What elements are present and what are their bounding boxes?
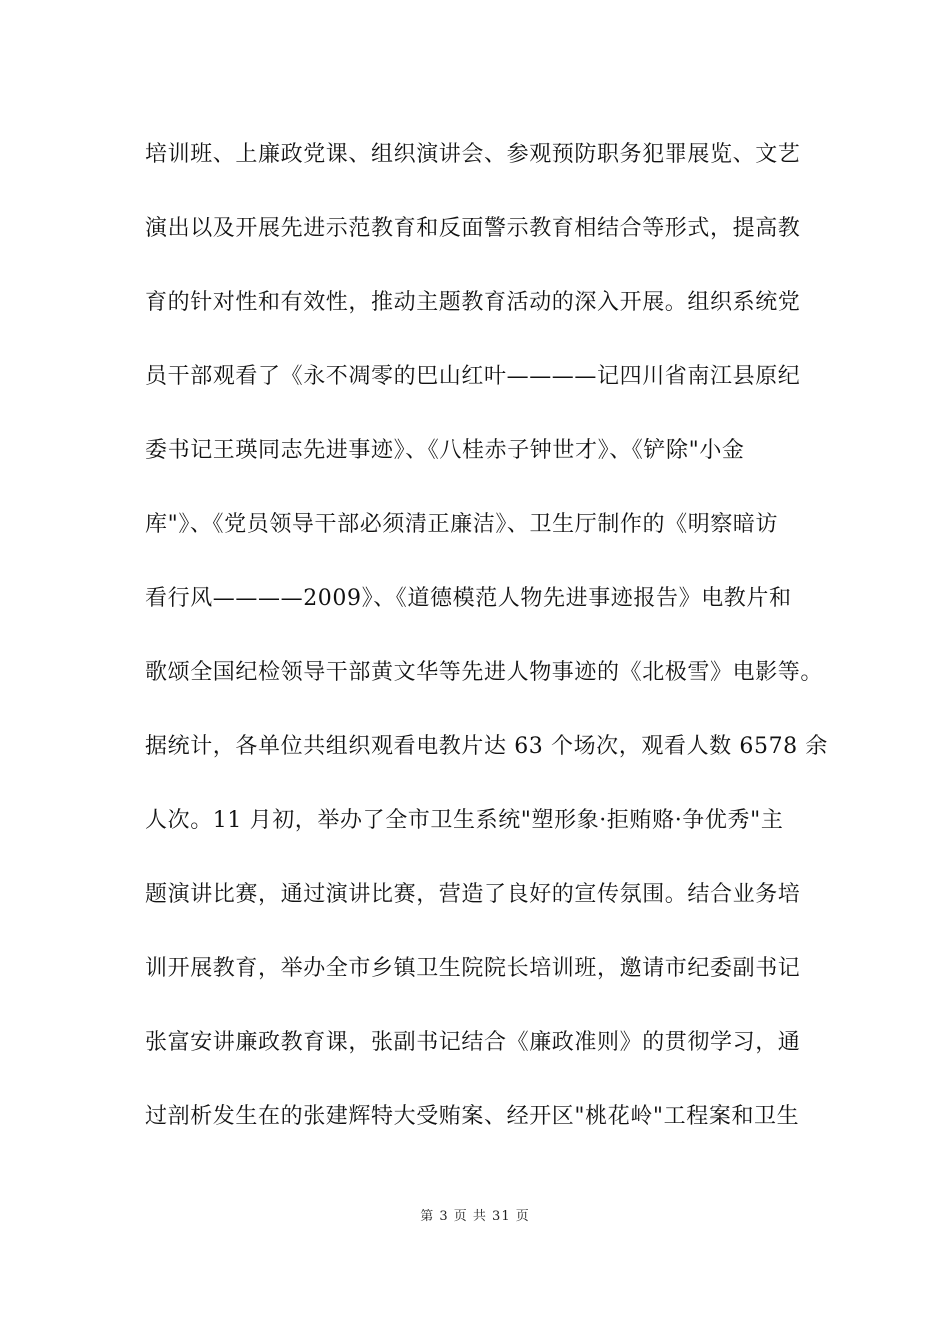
text-line: 库"》、《党员领导干部必须清正廉洁》、卫生厅制作的《明察暗访 xyxy=(145,512,779,537)
page-number-footer: 第 3 页 共 31 页 xyxy=(420,1209,530,1224)
text-line: 据统计，各单位共组织观看电教片达 63 个场次，观看人数 6578 余 xyxy=(145,734,828,759)
body-text xyxy=(145,136,828,1172)
text-line: 委书记王瑛同志先进事迹》、《八桂赤子钟世才》、《铲除"小金 xyxy=(145,438,745,463)
text-line: 过剖析发生在的张建辉特大受贿案、经开区"桃花岭"工程案和卫生 xyxy=(145,1104,800,1129)
text-line: 训开展教育，举办全市乡镇卫生院院长培训班，邀请市纪委副书记 xyxy=(145,956,801,981)
text-line: 人次。11 月初，举办了全市卫生系统"塑形象·拒贿赂·争优秀"主 xyxy=(145,808,784,833)
text-line: 歌颂全国纪检领导干部黄文华等先进人物事迹的《北极雪》电影等。 xyxy=(145,660,824,685)
text-line: 培训班、上廉政党课、组织演讲会、参观预防职务犯罪展览、文艺 xyxy=(145,142,801,167)
text-line: 看行风————2009》、《道德模范人物先进事迹报告》电教片和 xyxy=(145,586,792,611)
text-line: 题演讲比赛，通过演讲比赛，营造了良好的宣传氛围。结合业务培 xyxy=(145,882,801,907)
text-line: 育的针对性和有效性，推动主题教育活动的深入开展。组织系统党 xyxy=(145,290,801,315)
text-line: 演出以及开展先进示范教育和反面警示教育相结合等形式，提高教 xyxy=(145,216,801,241)
text-line: 员干部观看了《永不凋零的巴山红叶————记四川省南江县原纪 xyxy=(145,364,801,389)
text-line: 张富安讲廉政教育课，张副书记结合《廉政准则》的贯彻学习，通 xyxy=(145,1030,801,1055)
